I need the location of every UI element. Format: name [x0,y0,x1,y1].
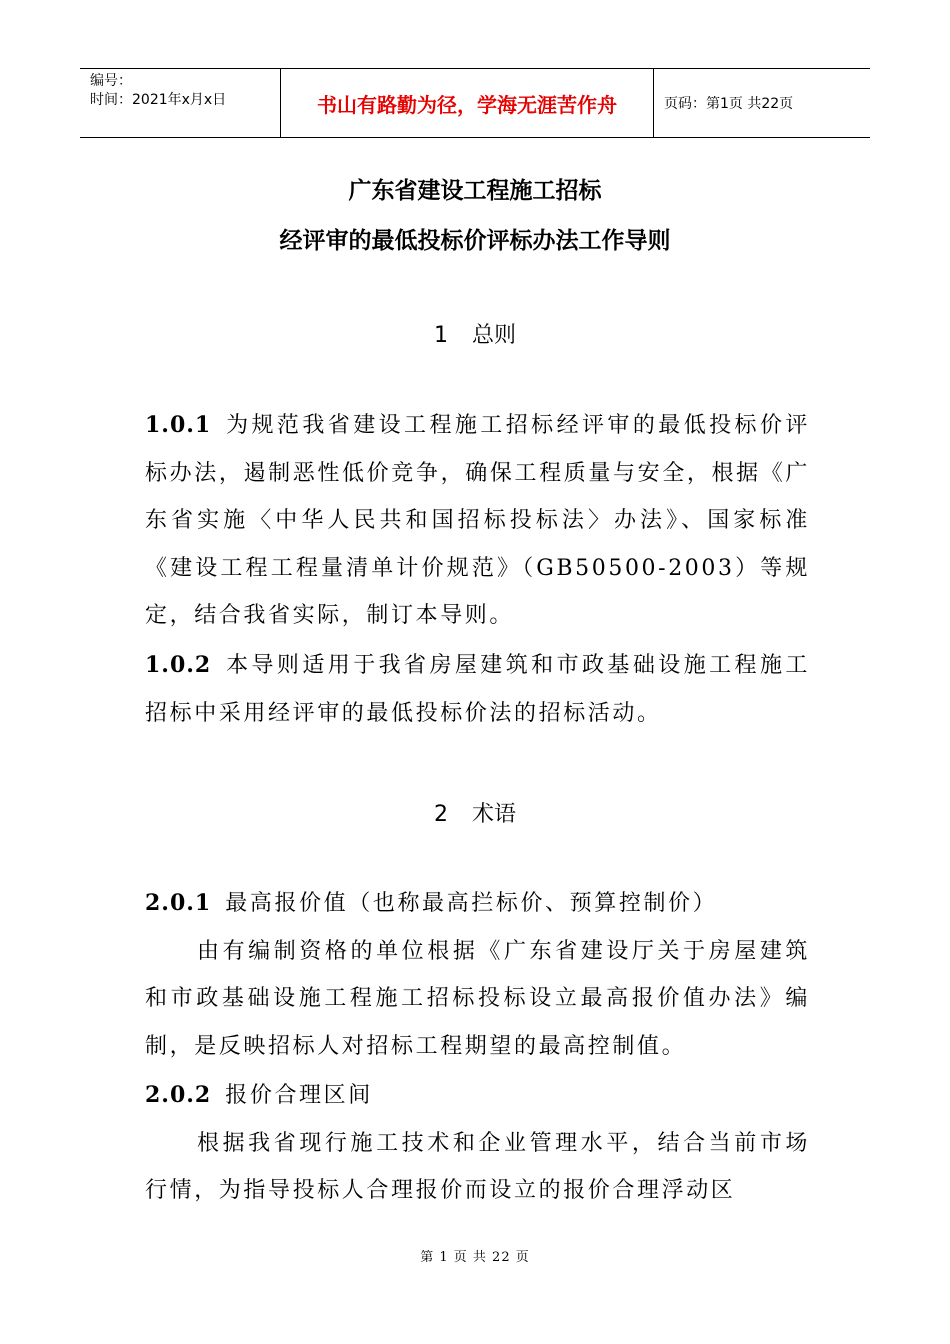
motto: 书山有路勤为径，学海无涯苦作舟 [280,69,654,137]
clause-body: 由有编制资格的单位根据《广东省建设厅关于房屋建筑和市政基础设施工程施工招标投标设立最高报价值办法》编制，是反映招标人对招标工程期望的最高控制值。 [145,938,810,1059]
section-number: 1 [433,323,448,348]
page-info: 页码：第1页 共22页 [664,96,794,112]
clause-term: 最高报价值（也称最高拦标价、预算控制价） [225,891,718,916]
clause-1-0-2 [145,642,810,737]
clause-1-0-1 [145,402,810,640]
clause-2-0-2 [145,1072,810,1215]
section-number: 2 [433,802,448,827]
clause-term: 报价合理区间 [225,1083,373,1108]
clause-body: 根据我省现行施工技术和企业管理水平，结合当前市场行情，为指导投标人合理报价而设立的报价合理浮动区 [145,1130,810,1203]
clause-number: 2.0.1 [145,890,212,916]
clause-number: 1.0.1 [145,412,212,438]
page-footer: 第 1 页 共 22 页 [420,1250,530,1265]
header-table [80,68,870,138]
clause-number: 2.0.2 [145,1082,212,1108]
document-title-line1: 广东省建设工程施工招标 [348,178,602,204]
code-label: 编号： [90,73,132,89]
section-name: 总则 [471,323,516,348]
clause-text: 本导则适用于我省房屋建筑和市政基础设施工程施工招标中采用经评审的最低投标价法的招标活动。 [145,653,810,726]
header-meta-cell [80,69,280,137]
section-heading-1 [0,318,950,349]
clause-2-0-1 [145,880,810,1070]
time-label: 时间：2021年x月x日 [90,92,227,108]
section-heading-2 [0,797,950,828]
clause-text: 为规范我省建设工程施工招标经评审的最低投标价评标办法，遏制恶性低价竞争，确保工程质量与安全，根据《广东省实施〈中华人民共和国招标投标法〉办法》、国家标准《建设工程工程量清单计价规范》（GB50500-2003）等规定，结合我省实际，制订本导则。 [145,413,810,628]
section-name: 术语 [471,802,516,827]
clause-number: 1.0.2 [145,652,212,678]
document-title-line2: 经评审的最低投标价评标办法工作导则 [279,228,671,254]
